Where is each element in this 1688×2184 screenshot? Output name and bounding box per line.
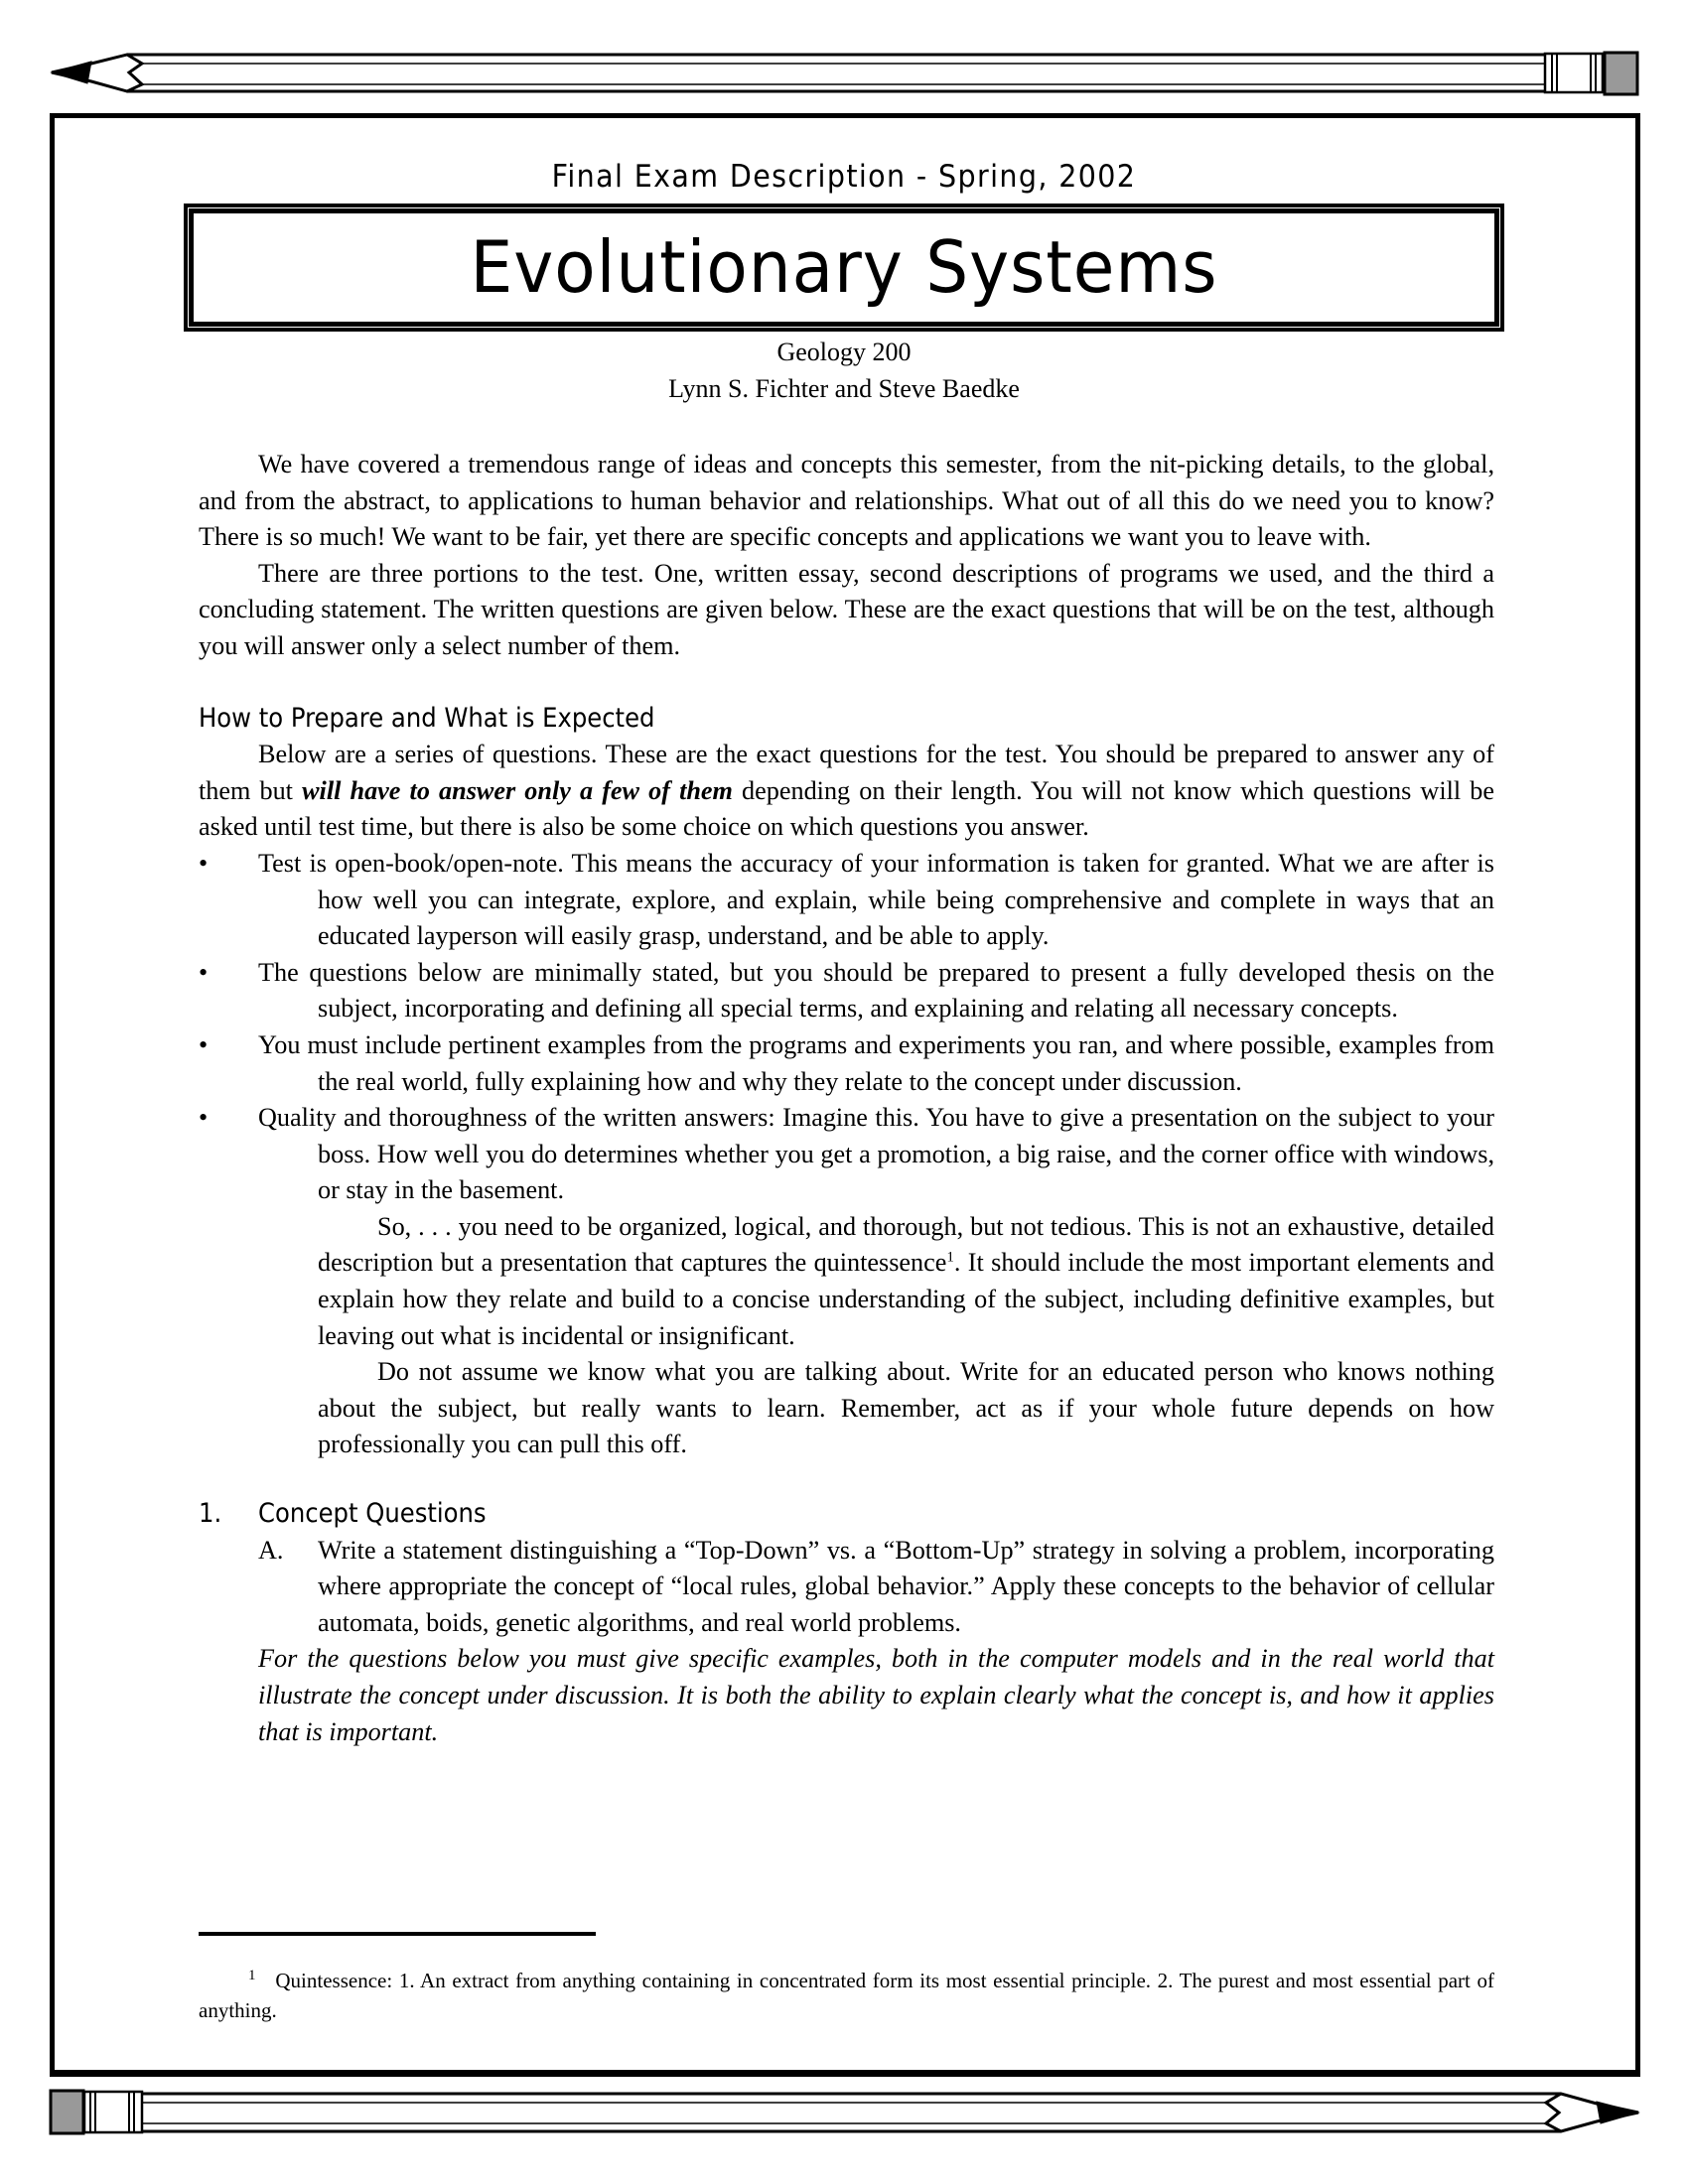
footnote-separator — [199, 1932, 596, 1936]
prepare-text-after: depending on their length. You will not know which questions will be asked until test time, but there is also be some choice on which questions you answer. — [199, 775, 1494, 842]
section-heading-prepare: How to Prepare and What is Expected — [199, 702, 655, 734]
bullet-icon: • — [199, 848, 209, 878]
section-number: 1. — [199, 1498, 222, 1530]
question-text: Write a statement distinguishing a “Top-Down” vs. a “Bottom-Up” strategy in solving a problem, incorporating where appropriate the concept of “local rules, global behavior.” Apply these concepts to the behavior of cellular automata, boids, genetic algorithms, and real world problems. — [318, 1535, 1494, 1637]
bullet-icon: • — [199, 957, 209, 987]
footnote-text: Quintessence: 1. An extract from anything containing in concentrated form its most essential principle. 2. The purest and most essential part of anything. — [199, 1969, 1495, 2022]
exam-subtitle: Final Exam Description - Spring, 2002 — [551, 159, 1137, 195]
bottom-pencil-icon — [50, 2091, 1638, 2134]
footnote — [199, 1966, 1494, 2025]
bullet-text: Test is open-book/open-note. This means the accuracy of your information is taken for granted. What we are after is how well you can integrate, explore, and explain, while being comprehensive and complete in ways that an educated layperson will easily grasp, understand, and be able to apply. — [258, 848, 1494, 951]
footnote-line — [199, 1966, 1494, 2025]
footnote-ref-link[interactable]: 1 — [946, 1249, 954, 1266]
question-letter: A. — [258, 1535, 284, 1565]
quality-sub-paragraph-1 — [199, 1209, 1494, 1354]
bullet-text: Quality and thoroughness of the written answers: Imagine this. You have to give a presentation on the subject to your boss. How well you do determines whether you get a promotion, a big raise, and the corner office with windows, or stay in the basement. — [258, 1103, 1494, 1205]
section-heading-text: Concept Questions — [258, 1498, 487, 1530]
section-heading-concept-questions — [199, 1496, 1494, 1533]
bullet-text: You must include pertinent examples from the programs and experiments you ran, and where possible, examples from the real world, fully explaining how and why they relate to the concept under discussion. — [258, 1029, 1494, 1096]
authors: Lynn S. Fichter and Steve Baedke — [668, 374, 1020, 403]
bullet-icon: • — [199, 1103, 209, 1133]
page-title: Evolutionary Systems — [470, 225, 1218, 309]
prepare-paragraph — [199, 737, 1494, 846]
document-body — [199, 447, 1494, 1750]
questions-instruction-note: For the questions below you must give specific examples, both in the computer models and in the real world that illustrate the concept under discussion. It is both the ability to explain clearly what the concept is, and how it applies that is important. — [258, 1644, 1494, 1746]
spacer — [199, 1463, 1494, 1496]
bullet-item — [199, 846, 1494, 955]
question-item — [199, 1533, 1494, 1642]
course-name: Geology 200 — [776, 338, 912, 366]
intro-paragraph-1: We have covered a tremendous range of ideas and concepts this semester, from the nit-picking details, to the global, and from the abstract, to applications to human behavior and relationships. What out of all this do we need you to know? There is so much! We want to be fair, yet there are specific concepts and applications we want you to leave with. — [199, 450, 1494, 552]
sub-paragraph-text: . It should include the most important elements and explain how they relate and build to a concise understanding of the subject, including definitive examples, but leaving out what is incidental or insignificant. — [318, 1248, 1494, 1350]
bullet-icon: • — [199, 1029, 209, 1059]
bullet-item — [199, 1100, 1494, 1209]
quality-sub-paragraph-2: Do not assume we know what you are talking about. Write for an educated person who knows nothing about the subject, but really wants to learn. Remember, act as if your whole future depends on how professionally you can pull this off. — [318, 1357, 1494, 1459]
prepare-emphasis: will have to answer only a few of them — [302, 775, 733, 805]
prepare-text-before: Below are a series of questions. These are the exact questions for the test. You should be prepared to answer any of them but — [199, 740, 1494, 805]
bullet-item — [199, 1027, 1494, 1100]
title-box — [184, 204, 1504, 332]
sub-paragraph-text: So, . . . you need to be organized, logical, and thorough, but not tedious. This is not an exhaustive, detailed description but a presentation that captures the quintessence — [318, 1211, 1494, 1278]
spacer — [199, 665, 1494, 701]
bullet-text: The questions below are minimally stated, but you should be prepared to present a fully developed thesis on the subject, incorporating and defining all special terms, and explaining and relating all necessary concepts. — [258, 957, 1494, 1024]
footnote-number: 1 — [248, 1968, 256, 1983]
bullet-item — [199, 955, 1494, 1027]
intro-paragraph-2: There are three portions to the test. One, written essay, second descriptions of programs we used, and the third a concluding statement. The written questions are given below. These are the exact questions that will be on the test, although you will answer only a select number of them. — [199, 558, 1494, 660]
